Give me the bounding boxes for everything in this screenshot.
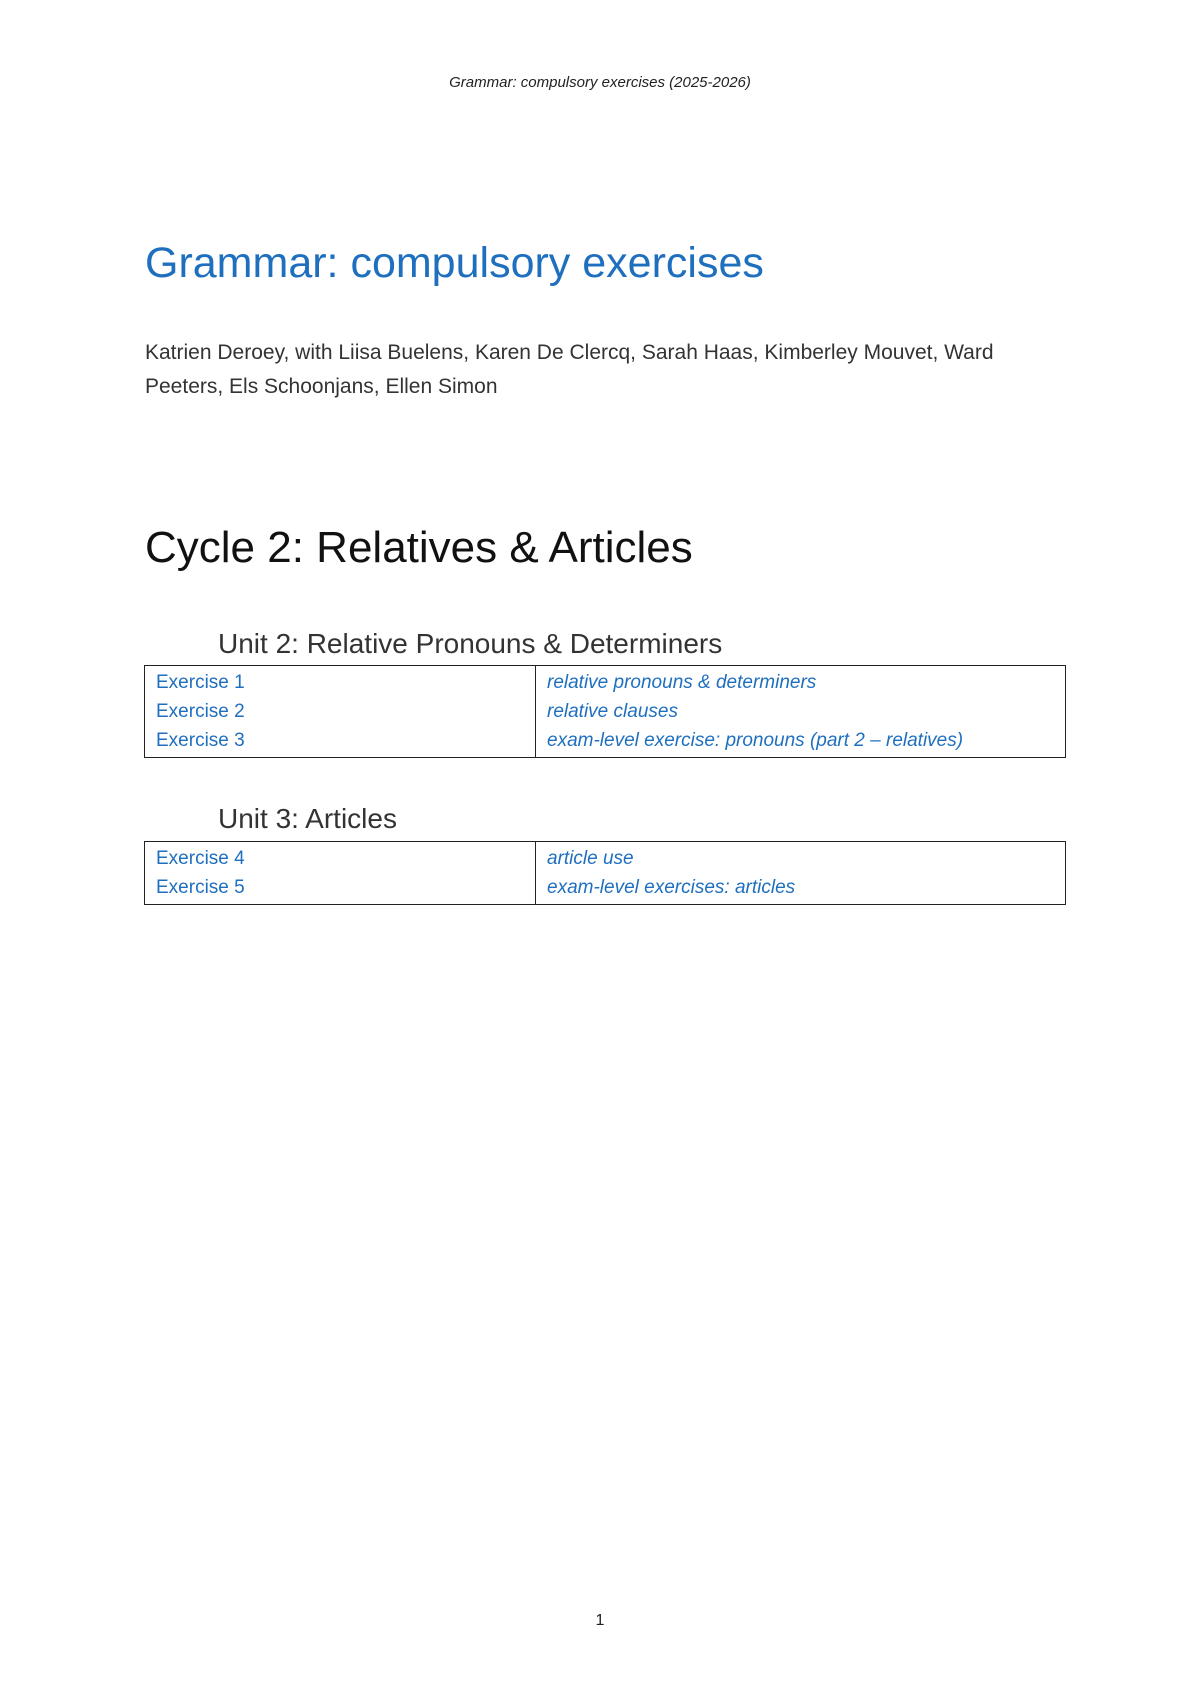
author-list: Katrien Deroey, with Liisa Buelens, Karen De Clercq, Sarah Haas, Kimberley Mouvet, Ward Peeters, Els Schoonjans, Ellen Simon [145,341,994,398]
exercise-2-topic[interactable]: relative clauses [547,701,678,722]
exercise-2-link[interactable]: Exercise 2 [156,701,245,722]
cycle-heading: Cycle 2: Relatives & Articles [145,523,693,572]
exercise-label-column [145,842,536,904]
exercise-1-link[interactable]: Exercise 1 [156,672,245,693]
unit-2-exercise-table [144,665,1066,758]
unit-3-exercise-table [144,841,1066,905]
exercise-label-column [145,666,536,757]
exercise-3-topic[interactable]: exam-level exercise: pronouns (part 2 – relatives) [547,730,964,751]
exercise-1-topic[interactable]: relative pronouns & determiners [547,672,817,693]
exercise-5-topic[interactable]: exam-level exercises: articles [547,877,796,898]
exercise-3-link[interactable]: Exercise 3 [156,730,245,751]
page-number: 1 [595,1612,605,1629]
running-header: Grammar: compulsory exercises (2025-2026) [449,74,751,91]
exercise-topic-column [536,666,1065,757]
exercise-4-link[interactable]: Exercise 4 [156,848,245,869]
unit-2-heading: Unit 2: Relative Pronouns & Determiners [218,628,723,659]
document-title: Grammar: compulsory exercises [145,239,764,287]
exercise-4-topic[interactable]: article use [547,848,634,869]
exercise-topic-column [536,842,1065,904]
unit-3-heading: Unit 3: Articles [218,803,397,834]
exercise-5-link[interactable]: Exercise 5 [156,877,245,898]
